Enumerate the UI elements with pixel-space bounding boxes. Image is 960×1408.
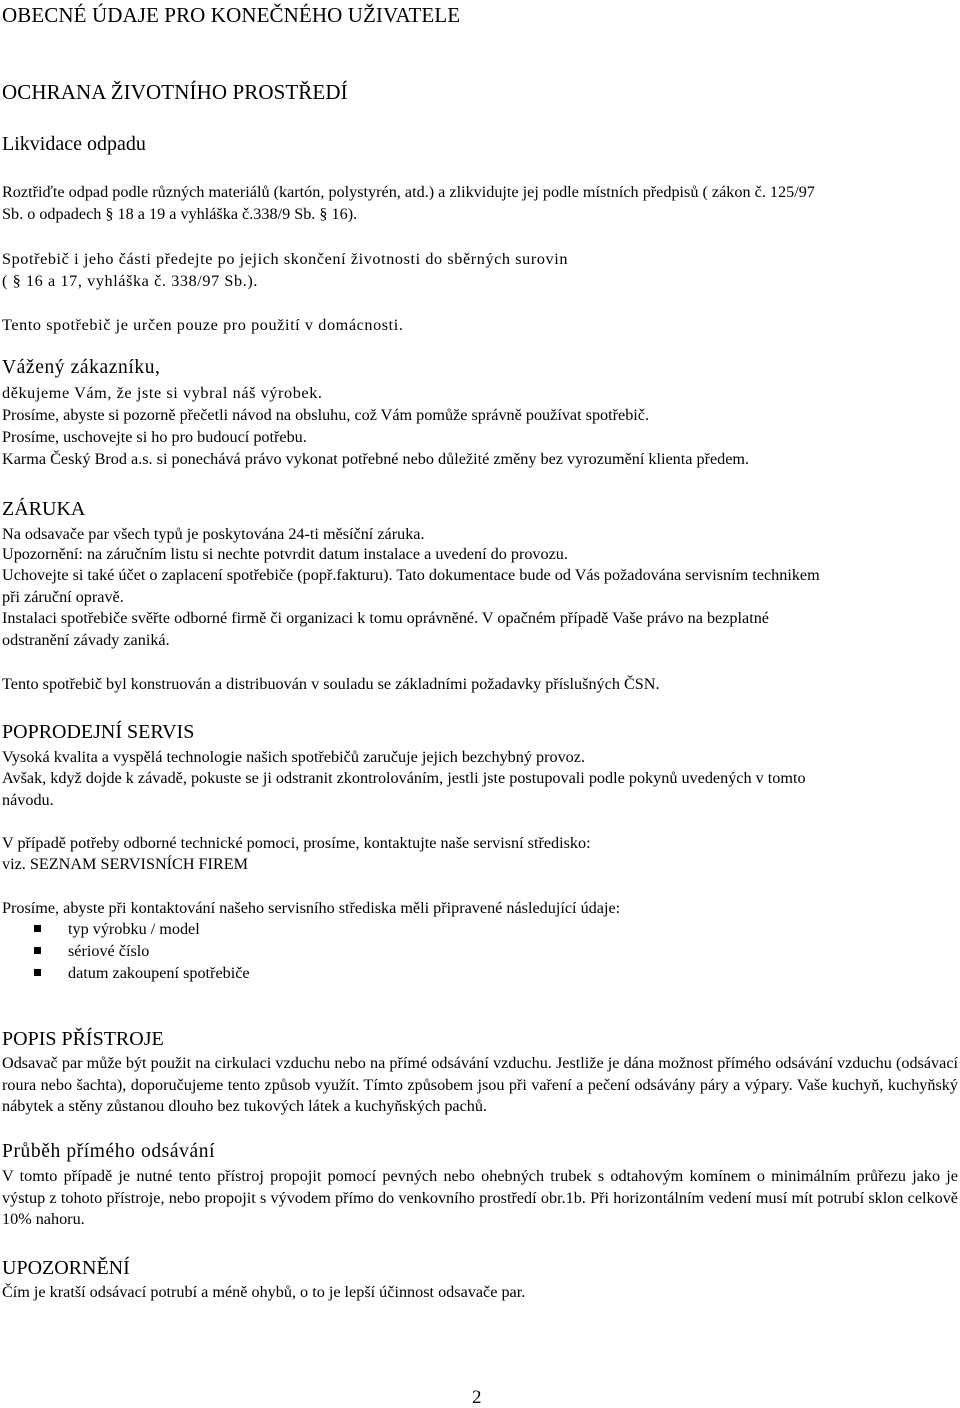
service-line-2a: Avšak, když dojde k závadě, pokuste se ji odstranit zkontrolováním, jestli jste postupovali podle pokynů uvedených v tomto xyxy=(2,769,806,787)
keep-manual-text: Prosíme, uschovejte si ho pro budoucí potřebu. xyxy=(2,428,307,446)
karma-rights-text: Karma Český Brod a.s. si ponechává právo vykonat potřebné nebo důležité změny bez vyrozumění klienta předem. xyxy=(2,450,750,468)
service-line-1: Vysoká kvalita a vyspělá technologie našich spotřebičů zaručuje jejich bezchybný provoz. xyxy=(2,748,585,766)
list-item-label: sériové číslo xyxy=(68,942,150,960)
customer-heading: Vážený zákazníku, xyxy=(2,357,161,378)
description-heading: POPIS PŘÍSTROJE xyxy=(2,1028,164,1050)
warranty-line-3b: při záruční opravě. xyxy=(2,588,124,606)
environment-heading: OCHRANA ŽIVOTNÍHO PROSTŘEDÍ xyxy=(2,80,348,104)
square-bullet-icon xyxy=(34,947,41,954)
service-line-2b: návodu. xyxy=(2,791,54,809)
direct-extraction-text: V tomto případě je nutné tento přístroj propojit pomocí pevných nebo ohebných trubek s odtahovým komínem o minimálním průřezu jako je výstup z tohoto přístroje, nebo propojit s vývodem přímo do venkovního prostředí obr.1b. Při horizontálním vedení musí mít potrubí sklon celkově 10% nahoru. xyxy=(2,1167,958,1228)
csn-compliance-text: Tento spotřebič byl konstruován a distribuován v souladu se základními požadavky příslušných ČSN. xyxy=(2,675,660,693)
household-note: Tento spotřebič je určen pouze pro použití v domácnosti. xyxy=(2,316,404,334)
description-text: Odsavač par může být použit na cirkulaci vzduchu nebo na přímé odsávání vzduchu. Jestliže je dána možnost přímého odsávání vzduchu (odsávací roura nebo šachta), doporučujeme tento způsob využít. Tímto způsobem jsou při vaření a pečení odsávány páry a výpary. Vaše kuchyň, kuchyňský nábytek a stěny zůstanou dlouho bez tukových látek a kuchyňských pachů. xyxy=(2,1054,958,1115)
warning-text: Čím je kratší odsávací potrubí a méně ohybů, o to je lepší účinnost odsavače par. xyxy=(2,1283,526,1301)
warranty-line-4a: Instalaci spotřebiče svěřte odborné firmě či organizaci k tomu oprávněné. V opačném případě Vaše právo na bezplatné xyxy=(2,609,769,627)
warranty-line-4b: odstranění závady zaniká. xyxy=(2,631,170,649)
document-title: OBECNÉ ÚDAJE PRO KONEČNÉHO UŽIVATELE xyxy=(2,3,461,27)
list-item-label: typ výrobku / model xyxy=(68,920,200,938)
square-bullet-icon xyxy=(34,925,41,932)
waste-heading: Likvidace odpadu xyxy=(2,133,146,155)
service-firms-reference: viz. SEZNAM SERVISNÍCH FIREM xyxy=(2,855,249,873)
service-line-3: V případě potřeby odborné technické pomoci, prosíme, kontaktujte naše servisní středisko: xyxy=(2,834,591,852)
service-heading: POPRODEJNÍ SERVIS xyxy=(2,721,195,743)
service-line-5: Prosíme, abyste při kontaktování našeho servisního střediska měli připravené následující údaje: xyxy=(2,899,621,917)
list-item-label: datum zakoupení spotřebiče xyxy=(68,964,250,982)
appliance-text-line-1: Spotřebič i jeho části předejte po jejich skončení životnosti do sběrných surovin xyxy=(2,250,569,268)
direct-extraction-heading: Průběh přímého odsávání xyxy=(2,1141,216,1162)
warranty-line-2: Upozornění: na záručním listu si nechte potvrdit datum instalace a uvedení do provozu. xyxy=(2,545,568,563)
warranty-heading: ZÁRUKA xyxy=(2,498,86,520)
warranty-line-3a: Uchovejte si také účet o zaplacení spotřebiče (popř.fakturu). Tato dokumentace bude od Vás požadována servisním technikem xyxy=(2,566,820,584)
warranty-line-1: Na odsavače par všech typů je poskytována 24-ti měsíční záruka. xyxy=(2,525,425,543)
read-manual-text: Prosíme, abyste si pozorně přečetli návod na obsluhu, což Vám pomůže správně používat spotřebič. xyxy=(2,406,650,424)
page-number: 2 xyxy=(472,1387,482,1408)
waste-text-line-2: Sb. o odpadech § 18 a 19 a vyhláška č.338/9 Sb. § 16). xyxy=(2,205,358,223)
appliance-text-line-2: ( § 16 a 17, vyhláška č. 338/97 Sb.). xyxy=(2,272,258,290)
waste-text-line-1: Roztřiďte odpad podle různých materiálů (kartón, polystyrén, atd.) a zlikvidujte jej podle místních předpisů ( zákon č. 125/97 xyxy=(2,183,815,201)
square-bullet-icon xyxy=(34,969,41,976)
thanks-text: děkujeme Vám, že jste si vybral náš výrobek. xyxy=(2,384,323,402)
warning-heading: UPOZORNĚNÍ xyxy=(2,1257,130,1279)
